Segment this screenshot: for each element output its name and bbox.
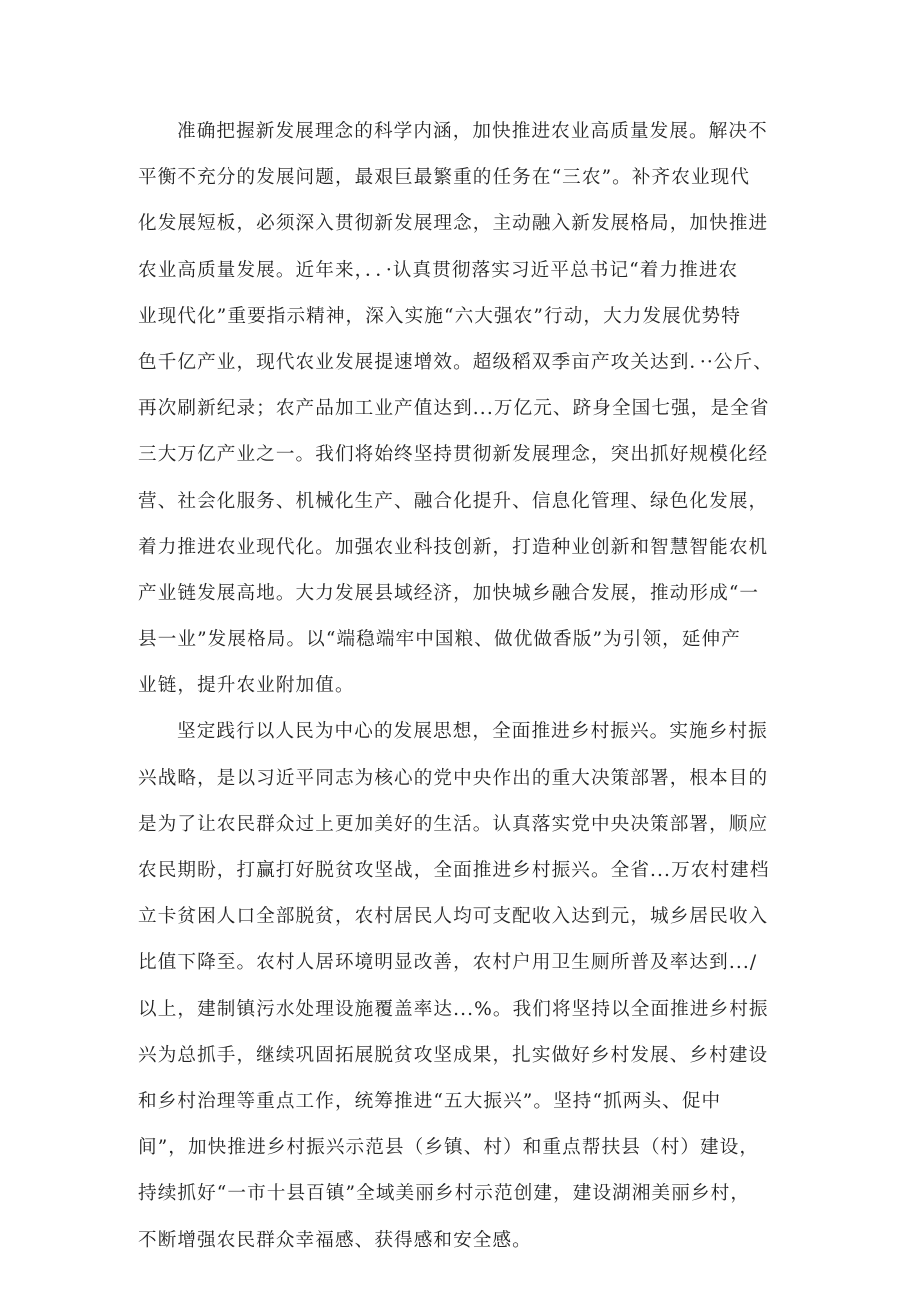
text-line: 和乡村治理等重点工作，统筹推进“五大振兴”。坚持“抓两头、促中 [138,1090,722,1112]
text-line: 农民期盼，打赢打好脱贫攻坚战，全面推进乡村振兴。全省...万农村建档 [138,860,770,881]
text-line: 持续抓好“一市十县百镇”全域美丽乡村示范创建，建设湖湘美丽乡村， [138,1183,751,1205]
text-line: 立卡贫困人口全部脱贫，农村居民人均可支配收入达到元，城乡居民收入 [138,906,769,928]
text-line: 着力推进农业现代化。加强农业科技创新，打造种业创新和智慧智能农机 [138,536,769,558]
text-line: 三大万亿产业之一。我们将始终坚持贯彻新发展理念，突出抓好规模化经 [138,444,769,466]
text-line: 再次刷新纪录；农产品加工业产值达到...万亿元、跻身全国七强，是全省 [138,398,770,420]
text-line: 坚定践行以人民为中心的发展思想，全面推进乡村振兴。实施乡村振 [177,721,768,743]
text-line: 间”，加快推进乡村振兴示范县（乡镇、村）和重点帮扶县（村）建设， [138,1137,760,1159]
text-line: 色千亿产业，现代农业发展提速增效。超级稻双季亩产攻关达到．··公斤、 [138,351,773,373]
text-line: 比值下降至。农村人居环境明显改善，农村户用卫生厕所普及率达到.../ [138,952,758,974]
text-line: 不断增强农民群众幸福感、获得感和安全感。 [138,1229,532,1251]
text-line: 兴为总抓手，继续巩固拓展脱贫攻坚成果，扎实做好乡村发展、乡村建设 [138,1044,769,1066]
text-line: 农业高质量发展。近年来，．．·认真贯彻落实习近平总书记“着力推进农 [138,259,739,281]
text-line: 产业链发展高地。大力发展县域经济，加快城乡融合发展，推动形成“一 [138,582,760,604]
text-line: 准确把握新发展理念的科学内涵，加快推进农业高质量发展。解决不 [177,121,768,142]
text-line: 业链，提升农业附加值。 [138,675,355,697]
text-line: 化发展短板，必须深入贯彻新发展理念，主动融入新发展格局，加快推进 [138,213,769,235]
text-line: 营、社会化服务、机械化生产、融合化提升、信息化管理、绿色化发展， [138,490,769,512]
text-line: 县一业”发展格局。以“端稳端牢中国粮、做优做香版”为引领，延伸产 [138,629,741,651]
text-line: 以上，建制镇污水处理设施覆盖率达...%。我们将坚持以全面推进乡村振 [138,998,769,1020]
text-line: 是为了让农民群众过上更加美好的生活。认真落实党中央决策部署，顺应 [138,813,769,835]
text-line: 平衡不充分的发展问题，最艰巨最繁重的任务在“三农”。补齐农业现代 [138,167,751,189]
text-line: 业现代化”重要指示精神，深入实施“六大强农”行动，大力发展优势特 [138,305,741,327]
paragraph-agriculture-development [138,109,798,709]
document-body [138,109,798,1264]
paragraph-rural-revitalization [138,709,798,1263]
text-line: 兴战略，是以习近平同志为核心的党中央作出的重大决策部署，根本目的 [138,767,769,789]
